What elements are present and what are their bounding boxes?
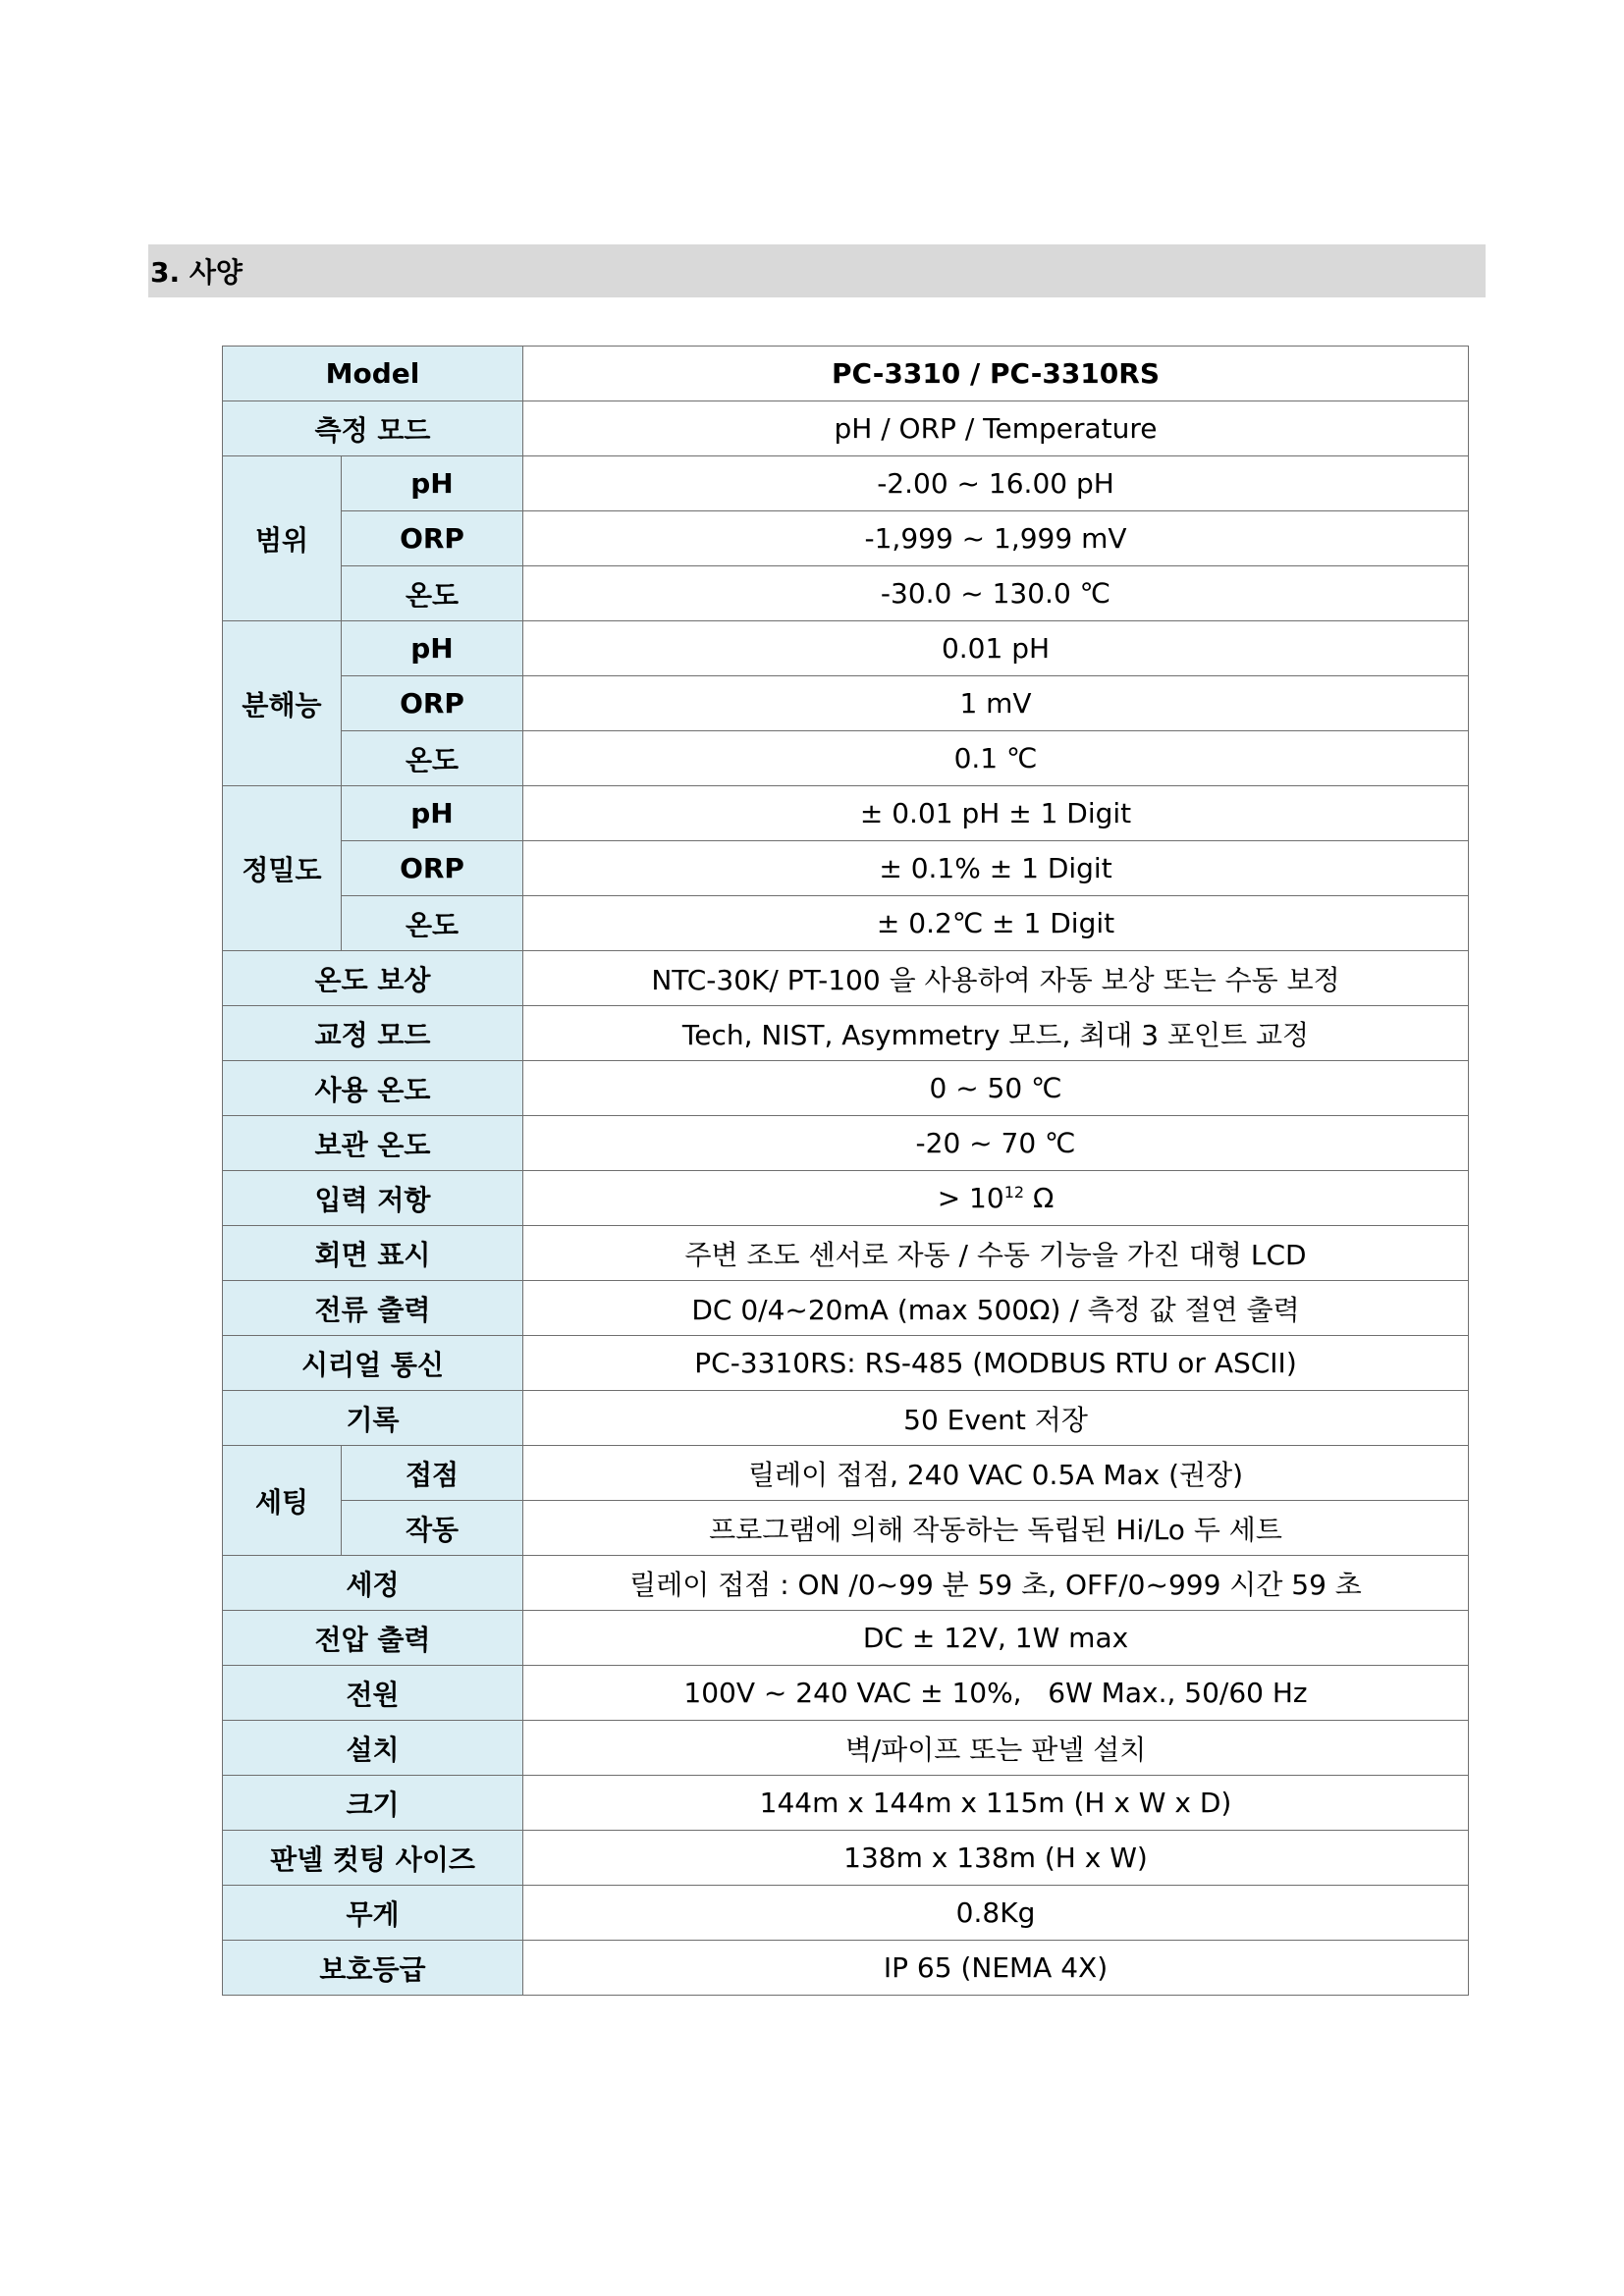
table-row xyxy=(223,1336,1469,1391)
protection-value: IP 65 (NEMA 4X) xyxy=(523,1941,1469,1996)
table-row xyxy=(223,621,1469,676)
input-impedance-label: 입력 저항 xyxy=(223,1171,523,1226)
table-row xyxy=(223,1831,1469,1886)
table-row xyxy=(223,1886,1469,1941)
table-row xyxy=(223,1666,1469,1721)
power-label: 전원 xyxy=(223,1666,523,1721)
setting-sub-label: 접점 xyxy=(342,1446,523,1501)
accuracy-sub-label: ORP xyxy=(342,841,523,896)
resolution-label: 분해능 xyxy=(223,621,342,786)
wash-value: 릴레이 접점 : ON /0~99 분 59 초, OFF/0~999 시간 59 초 xyxy=(523,1556,1469,1611)
model-value: PC-3310 / PC-3310RS xyxy=(523,347,1469,401)
serial-label: 시리얼 통신 xyxy=(223,1336,523,1391)
installation-value: 벽/파이프 또는 판넬 설치 xyxy=(523,1721,1469,1776)
table-row xyxy=(223,841,1469,896)
calibration-label: 교정 모드 xyxy=(223,1006,523,1061)
temp-comp-label: 온도 보상 xyxy=(223,951,523,1006)
accuracy-sub-label: pH xyxy=(342,786,523,841)
table-row xyxy=(223,1776,1469,1831)
size-label: 크기 xyxy=(223,1776,523,1831)
current-output-label: 전류 출력 xyxy=(223,1281,523,1336)
table-row xyxy=(223,731,1469,786)
resolution-value: 0.1 ℃ xyxy=(523,731,1469,786)
spec-table xyxy=(222,346,1469,1996)
impedance-exponent: 12 xyxy=(1003,1183,1025,1201)
table-row xyxy=(223,1116,1469,1171)
operating-temp-value: 0 ~ 50 ℃ xyxy=(523,1061,1469,1116)
range-sub-label: ORP xyxy=(342,511,523,566)
range-value: -2.00 ~ 16.00 pH xyxy=(523,456,1469,511)
installation-label: 설치 xyxy=(223,1721,523,1776)
display-value: 주변 조도 센서로 자동 / 수동 기능을 가진 대형 LCD xyxy=(523,1226,1469,1281)
input-impedance-value xyxy=(523,1171,1469,1226)
range-value: -1,999 ~ 1,999 mV xyxy=(523,511,1469,566)
mode-value: pH / ORP / Temperature xyxy=(523,401,1469,456)
section-title xyxy=(148,244,1486,297)
voltage-output-label: 전압 출력 xyxy=(223,1611,523,1666)
panel-cutout-label: 판넬 컷팅 사이즈 xyxy=(223,1831,523,1886)
calibration-value: Tech, NIST, Asymmetry 모드, 최대 3 포인트 교정 xyxy=(523,1006,1469,1061)
table-row xyxy=(223,676,1469,731)
table-row xyxy=(223,1391,1469,1446)
table-row xyxy=(223,1061,1469,1116)
table-row xyxy=(223,1006,1469,1061)
table-row xyxy=(223,1281,1469,1336)
current-output-value: DC 0/4~20mA (max 500Ω) / 측정 값 절연 출력 xyxy=(523,1281,1469,1336)
table-row xyxy=(223,456,1469,511)
setting-value: 릴레이 접점, 240 VAC 0.5A Max (권장) xyxy=(523,1446,1469,1501)
table-row xyxy=(223,896,1469,951)
table-row xyxy=(223,1171,1469,1226)
weight-label: 무게 xyxy=(223,1886,523,1941)
storage-temp-value: -20 ~ 70 ℃ xyxy=(523,1116,1469,1171)
protection-label: 보호등급 xyxy=(223,1941,523,1996)
table-row xyxy=(223,1226,1469,1281)
table-row xyxy=(223,1556,1469,1611)
logging-label: 기록 xyxy=(223,1391,523,1446)
size-value: 144m x 144m x 115m (H x W x D) xyxy=(523,1776,1469,1831)
voltage-output-value: DC ± 12V, 1W max xyxy=(523,1611,1469,1666)
resolution-sub-label: ORP xyxy=(342,676,523,731)
table-row xyxy=(223,1721,1469,1776)
table-row xyxy=(223,1941,1469,1996)
accuracy-label: 정밀도 xyxy=(223,786,342,951)
serial-value: PC-3310RS: RS-485 (MODBUS RTU or ASCII) xyxy=(523,1336,1469,1391)
range-sub-label: pH xyxy=(342,456,523,511)
display-label: 회면 표시 xyxy=(223,1226,523,1281)
power-value: 100V ~ 240 VAC ± 10%, 6W Max., 50/60 Hz xyxy=(523,1666,1469,1721)
range-sub-label: 온도 xyxy=(342,566,523,621)
weight-value: 0.8Kg xyxy=(523,1886,1469,1941)
table-row xyxy=(223,1611,1469,1666)
table-row xyxy=(223,951,1469,1006)
accuracy-value: ± 0.1% ± 1 Digit xyxy=(523,841,1469,896)
panel-cutout-value: 138m x 138m (H x W) xyxy=(523,1831,1469,1886)
table-row xyxy=(223,511,1469,566)
setting-value: 프로그램에 의해 작동하는 독립된 Hi/Lo 두 세트 xyxy=(523,1501,1469,1556)
impedance-prefix: > 10 xyxy=(937,1182,1004,1214)
table-row xyxy=(223,786,1469,841)
impedance-unit: Ω xyxy=(1024,1182,1055,1214)
accuracy-sub-label: 온도 xyxy=(342,896,523,951)
section-title-text: 3. 사양 xyxy=(150,256,243,289)
table-row xyxy=(223,401,1469,456)
table-row xyxy=(223,566,1469,621)
operating-temp-label: 사용 온도 xyxy=(223,1061,523,1116)
setting-label: 세팅 xyxy=(223,1446,342,1556)
logging-value: 50 Event 저장 xyxy=(523,1391,1469,1446)
setting-sub-label: 작동 xyxy=(342,1501,523,1556)
wash-label: 세정 xyxy=(223,1556,523,1611)
resolution-sub-label: pH xyxy=(342,621,523,676)
range-value: -30.0 ~ 130.0 ℃ xyxy=(523,566,1469,621)
resolution-sub-label: 온도 xyxy=(342,731,523,786)
table-row xyxy=(223,1501,1469,1556)
resolution-value: 1 mV xyxy=(523,676,1469,731)
table-row xyxy=(223,347,1469,401)
model-label: Model xyxy=(223,347,523,401)
table-row xyxy=(223,1446,1469,1501)
mode-label: 측정 모드 xyxy=(223,401,523,456)
accuracy-value: ± 0.01 pH ± 1 Digit xyxy=(523,786,1469,841)
accuracy-value: ± 0.2℃ ± 1 Digit xyxy=(523,896,1469,951)
temp-comp-value: NTC-30K/ PT-100 을 사용하여 자동 보상 또는 수동 보정 xyxy=(523,951,1469,1006)
range-label: 범위 xyxy=(223,456,342,621)
storage-temp-label: 보관 온도 xyxy=(223,1116,523,1171)
resolution-value: 0.01 pH xyxy=(523,621,1469,676)
